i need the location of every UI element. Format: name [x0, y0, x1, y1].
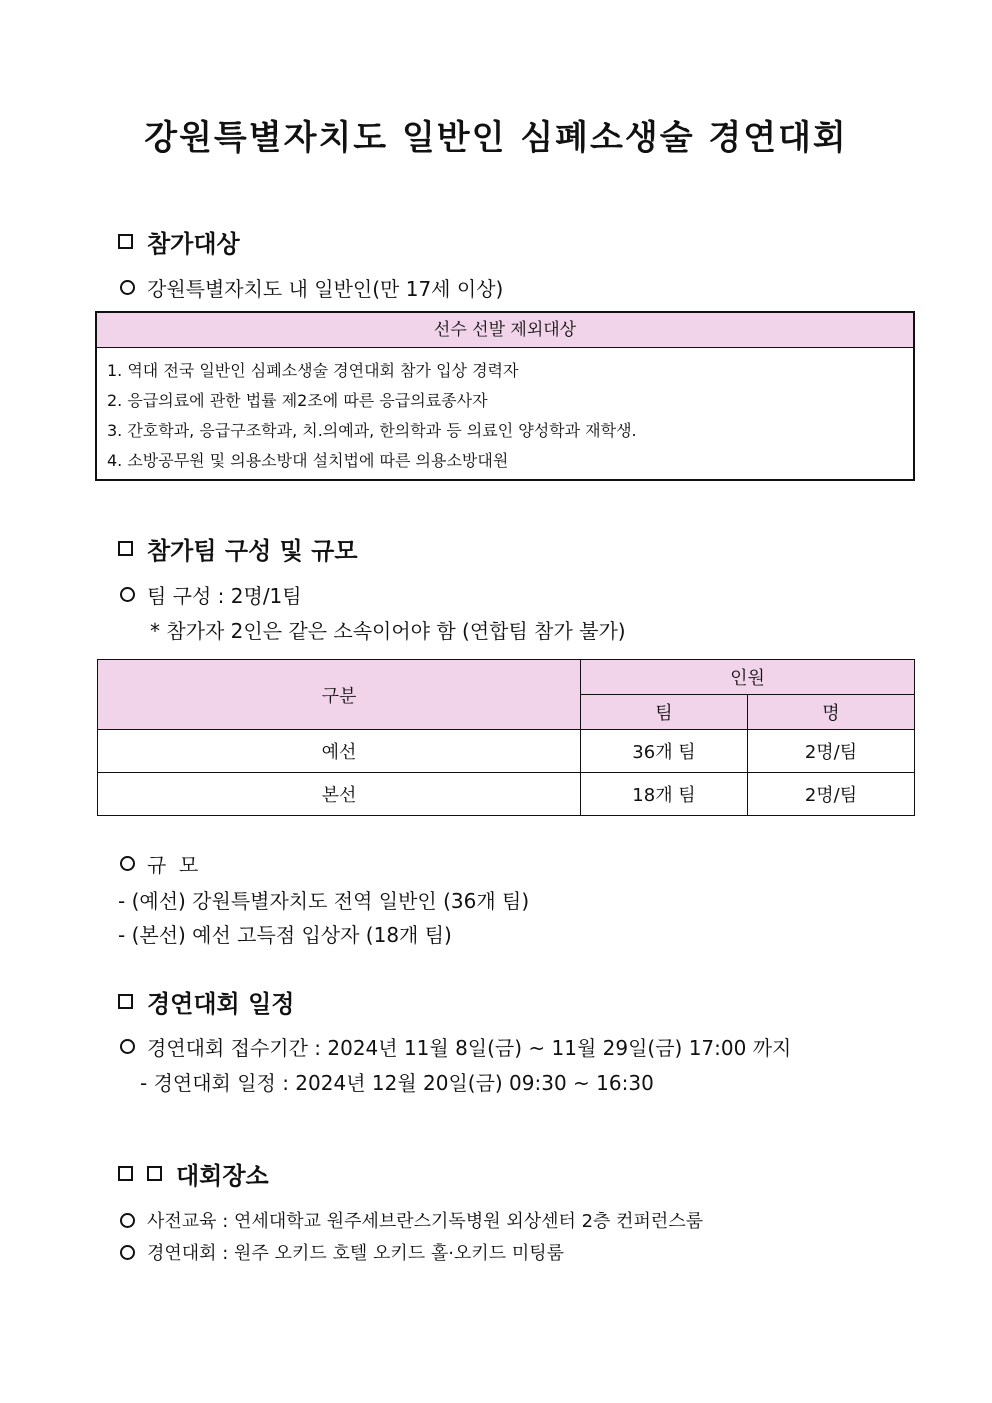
scale-bullet: 규 모 — [120, 849, 198, 878]
team-note: * 참가자 2인은 같은 소속이어야 함 (연합팀 참가 불가) — [150, 619, 626, 643]
square-bullet-icon — [118, 541, 133, 556]
table-row: 예선 36개 팀 2명/팀 — [98, 730, 915, 773]
venue-item: 사전교육 : 연세대학교 원주세브란스기독병원 외상센터 2층 컨퍼런스룸 — [120, 1207, 703, 1233]
square-bullet-icon — [118, 234, 133, 249]
exclusion-item: 3. 간호학과, 응급구조학과, 치.의예과, 한의학과 등 의료인 양성학과 재학생. — [107, 421, 637, 440]
exclusion-item: 2. 응급의료에 관한 법률 제2조에 따른 응급의료종사자 — [107, 391, 488, 410]
scale-item: - (본선) 예선 고득점 입상자 (18개 팀) — [118, 923, 452, 947]
section-heading-team: 참가팀 구성 및 규모 — [118, 531, 358, 566]
section-heading-venue: 대회장소 — [118, 1156, 269, 1191]
team-composition-bullet: 팀 구성 : 2명/1팀 — [120, 580, 302, 609]
scale-item: - (예선) 강원특별자치도 전역 일반인 (36개 팀) — [118, 889, 530, 913]
exclusion-box-title: 선수 선발 제외대상 — [97, 313, 913, 348]
exclusion-item: 4. 소방공무원 및 의용소방대 설치법에 따른 의용소방대원 — [107, 451, 509, 470]
circle-bullet-icon — [120, 587, 135, 602]
schedule-sub: - 경연대회 일정 : 2024년 12월 20일(금) 09:30 ~ 16:30 — [140, 1071, 654, 1095]
team-table — [97, 659, 915, 816]
circle-bullet-icon — [120, 1213, 135, 1228]
circle-bullet-icon — [120, 856, 135, 871]
exclusion-box — [95, 311, 915, 481]
registration-bullet: 경연대회 접수기간 : 2024년 11월 8일(금) ~ 11월 29일(금) 17:00 까지 — [120, 1032, 791, 1061]
table-header-category: 구분 — [98, 660, 581, 730]
square-bullet-icon — [147, 1166, 162, 1181]
square-bullet-icon — [118, 994, 133, 1009]
table-header-people: 인원 — [581, 660, 915, 695]
table-header-person: 명 — [748, 695, 915, 730]
table-row: 본선 18개 팀 2명/팀 — [98, 773, 915, 816]
circle-bullet-icon — [120, 1245, 135, 1260]
section-heading-participants: 참가대상 — [118, 224, 240, 259]
document-title: 강원특별자치도 일반인 심폐소생술 경연대회 — [144, 118, 848, 158]
circle-bullet-icon — [120, 280, 135, 295]
circle-bullet-icon — [120, 1039, 135, 1054]
participants-bullet: 강원특별자치도 내 일반인(만 17세 이상) — [120, 273, 503, 302]
venue-item: 경연대회 : 원주 오키드 호텔 오키드 홀·오키드 미팅룸 — [120, 1239, 564, 1265]
square-bullet-icon — [118, 1166, 133, 1181]
exclusion-item: 1. 역대 전국 일반인 심폐소생술 경연대회 참가 입상 경력자 — [107, 361, 519, 380]
section-heading-schedule: 경연대회 일정 — [118, 984, 294, 1019]
table-header-team: 팀 — [581, 695, 748, 730]
